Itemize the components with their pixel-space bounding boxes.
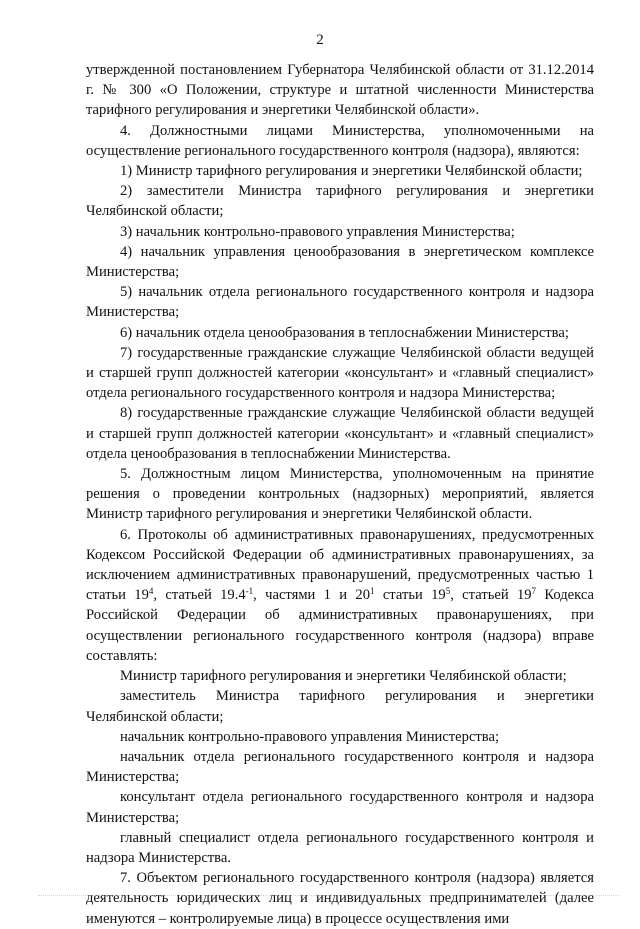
paragraph-6-text-3: , частями 1 и 20 <box>253 587 371 604</box>
paragraph-6-text-2: , статьей 19.4 <box>153 587 246 604</box>
official-item-4: начальник отдела регионального государственного контроля и надзора Министерства; <box>86 748 594 786</box>
superscript-1: 4 <box>148 586 154 597</box>
paragraph-5: 5. Должностным лицом Министерства, уполномоченным на принятие решения о проведении контрольных (надзорных) мероприятий, является Министр тарифного регулирования и энергетики Челябинской области. <box>86 466 594 523</box>
list-item-7: 7) государственные гражданские служащие Челябинской области ведущей и старшей групп должностей категории «консультант» и «главный специалист» отдела регионального государственного контроля и надзора Министерства; <box>86 344 594 402</box>
list-item-1: 1) Министр тарифного регулирования и энергетики Челябинской области; <box>120 163 583 180</box>
superscript-2: -1 <box>245 586 254 597</box>
list-item-5: 5) начальник отдела регионального государственного контроля и надзора Министерства; <box>86 284 594 321</box>
list-item-3: 3) начальник контрольно-правового управления Министерства; <box>120 223 515 240</box>
list-item-4: 4) начальник управления ценообразования в энергетическом комплексе Министерства; <box>86 243 594 281</box>
paragraph-4: 4. Должностными лицами Министерства, уполномоченными на осуществление регионального государственного контроля (надзора), являются: <box>86 122 594 159</box>
paragraph-6-text-6: Кодекса Российской Федерации об административных правонарушениях, при осуществлении регионального государственного контроля (надзора) вправе составлять: <box>86 587 595 664</box>
superscript-4: 5 <box>445 586 451 597</box>
document-body <box>86 60 594 929</box>
official-item-6: главный специалист отдела регионального государственного контроля и надзора Министерства. <box>86 829 594 866</box>
list-item-8: 8) государственные гражданские служащие Челябинской области ведущей и старшей групп должностей категории «консультант» и «главный специалист» отдела ценообразования в теплоснабжении Министерства. <box>86 405 594 462</box>
paragraph-6 <box>86 525 594 666</box>
superscript-5: 7 <box>531 586 537 597</box>
official-item-5: консультант отдела регионального государственного контроля и надзора Министерства; <box>86 789 594 826</box>
paragraph-7: 7. Объектом регионального государственного контроля (надзора) является деятельность юридических лиц и индивидуальных предпринимателей (далее именуются – контролируемые лица) в процессе осуществления ими <box>86 870 594 927</box>
list-item-6: 6) начальник отдела ценообразования в теплоснабжении Министерства; <box>120 324 569 341</box>
official-item-1: Министр тарифного регулирования и энергетики Челябинской области; <box>120 668 567 685</box>
paragraph-continuation: утвержденной постановлением Губернатора Челябинской области от 31.12.2014 г. № 300 «О Положении, структуре и штатной численности Министерства тарифного регулирования и энергетики Челябинской области». <box>86 62 594 119</box>
page-number: 2 <box>316 32 324 48</box>
paragraph-6-text-5: , статьей 19 <box>450 587 532 604</box>
scan-artifact-line <box>38 895 620 897</box>
superscript-3: 1 <box>370 586 375 597</box>
official-item-3: начальник контрольно-правового управления Министерства; <box>120 728 500 745</box>
official-item-2: заместитель Министра тарифного регулирования и энергетики Челябинской области; <box>86 688 594 725</box>
list-item-2: 2) заместители Министра тарифного регулирования и энергетики Челябинской области; <box>86 183 594 220</box>
paragraph-6-text-1: 6. Протоколы об административных правонарушениях, предусмотренных Кодексом Российской Федерации об административных правонарушениях, за исключением административных правонарушений, предусмотренных частью 1 статьи 19 <box>86 526 594 604</box>
paragraph-6-text-4: статьи 19 <box>374 587 446 604</box>
